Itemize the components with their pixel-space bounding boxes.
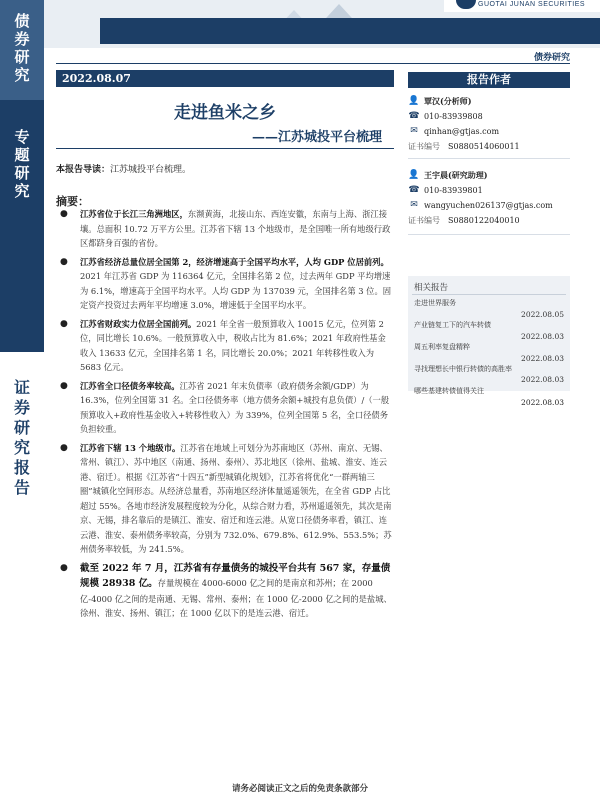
related-report-link[interactable]: 哪些基建转债值得关注 — [414, 387, 484, 395]
report-date: 2022.08.07 — [56, 70, 394, 87]
report-guide — [56, 162, 191, 175]
author-divider — [408, 158, 570, 159]
related-divider — [412, 294, 566, 295]
author-email[interactable]: qinhan@gtjas.com — [424, 127, 500, 136]
email-icon: ✉ — [410, 200, 418, 210]
related-report-date: 2022.08.03 — [521, 375, 564, 384]
list-item: ● 江苏省全口径债务率较高。江苏省 2021 年末负债率（政府债务余额/GDP）为 16.3%，位列全国第 31 名。全口径债务率（地方债务余额+城投有息负债）/（一般预算收入+政府性基金收入+转移性收入）为 339%，位列全国第 5 名，全口径债务负担较重。 — [60, 380, 390, 434]
bullet-icon: ● — [60, 318, 68, 329]
left-sidebar — [0, 0, 44, 800]
person-icon: 👤 — [408, 170, 420, 180]
top-divider — [56, 63, 570, 64]
abstract-list — [56, 207, 392, 625]
bullet-icon: ● — [60, 380, 68, 391]
bullet-icon: ● — [60, 562, 68, 573]
title-divider — [56, 148, 394, 149]
author-block — [408, 94, 570, 154]
author-divider — [408, 234, 570, 235]
section-tag: 债券研究 — [533, 53, 570, 63]
footer-disclaimer: 请务必阅读正文之后的免责条款部分 — [231, 784, 368, 794]
abstract-heading: 摘要： — [56, 195, 89, 208]
logo-text: GUOTAI JUNAN SECURITIES — [478, 1, 586, 8]
authors-heading: 报告作者 — [408, 72, 570, 88]
phone-icon: ☎ — [408, 185, 420, 195]
author-phone: 010-83939808 — [424, 112, 483, 121]
list-item: ● 截至 2022 年 7 月，江苏省有存量债务的城投平台共有 567 家，存量债规模 28938 亿。存量规模在 4000-6000 亿之间的是南京和苏州；在 2000 亿-4000 亿之间的是南通、无锡、常州、泰州；在 1000 亿-2000 亿之间的是盐城、徐州、淮安、扬州、镇江；在 1000 亿以下的是连云港、宿迁。 — [60, 562, 392, 618]
related-report-date: 2022.08.05 — [521, 310, 564, 319]
related-heading: 相关报告 — [414, 283, 449, 293]
cert-label: 证书编号 — [408, 142, 440, 151]
phone-icon: ☎ — [408, 111, 420, 121]
author-block — [408, 168, 570, 228]
author-phone: 010-83939801 — [424, 186, 483, 195]
related-report-link[interactable]: 寻找理想长中银行转债的高胜率 — [414, 365, 512, 373]
related-report-link[interactable]: 产业链复工下的汽车转债 — [414, 321, 491, 329]
related-report-link[interactable]: 周五利率复盘精粹 — [414, 343, 470, 351]
list-item: ● 江苏省财政实力位居全国前列。2021 年全省一般预算收入 10015 亿元，位列第 2 位，同比增长 10.6%。一般预算收入中，税收占比为 81.6%；2021 年政府性基金收入 13633 亿元，全国排名第 1 名，同比增长 20.0%；2021 年转移性收入为 5683 亿元。 — [60, 318, 386, 372]
cert-label: 证书编号 — [408, 216, 440, 225]
related-report-date: 2022.08.03 — [521, 332, 564, 341]
related-reports-panel — [408, 276, 570, 391]
cert-number: S0880514060011 — [448, 142, 520, 151]
bullet-icon: ● — [60, 442, 68, 453]
list-item: ● 江苏省经济总量位居全国第 2，经济增速高于全国平均水平，人均 GDP 位居前列。2021 年江苏省 GDP 为 116364 亿元，全国排名第 2 位，过去两年 GDP 平均增速为 6.1%，增速高于全国平均水平。人均 GDP 为 137039 元，全国排名第 3 位。固定资产投资过去两年平均增速 3.0%，增速低于全国平均水平。 — [60, 256, 392, 310]
email-icon: ✉ — [410, 126, 418, 136]
author-name: 王宇晨(研究助理) — [424, 170, 488, 180]
related-report-date: 2022.08.03 — [521, 398, 564, 407]
report-title: 走进鱼米之乡 — [174, 103, 276, 123]
sidebar-mid-label: 专 题 研 究 — [14, 128, 30, 200]
person-icon: 👤 — [408, 96, 420, 106]
report-subtitle: ——江苏城投平台梳理 — [251, 130, 382, 145]
author-email[interactable]: wangyuchen026137@gtjas.com — [424, 201, 553, 210]
sidebar-bottom-label: 证 券 研 究 报 告 — [13, 378, 30, 497]
sidebar-top-label: 债 券 研 究 — [14, 12, 30, 84]
related-report-link[interactable]: 走进世界服务 — [414, 299, 456, 307]
related-report-date: 2022.08.03 — [521, 354, 564, 363]
guide-label: 本报告导读： — [56, 165, 111, 175]
cert-number: S0880122040010 — [448, 216, 520, 225]
guide-text: 江苏城投平台梳理。 — [110, 165, 192, 175]
header-banner — [44, 0, 600, 48]
author-name: 覃汉(分析师) — [424, 96, 472, 106]
list-item: ● 江苏省下辖 13 个地级市。江苏省在地域上可划分为苏南地区（苏州、南京、无锡、常州、镇江）、苏中地区（南通、扬州、泰州）、苏北地区（徐州、盐城、淮安、连云港、宿迁）。根据《江苏省“十四五”新型城镇化规划》，江苏省将优化“一群两轴三圈”城镇化空间形态。从经济总量看，苏南地区经济体量遥遥领先，在全省 GDP 占比超过 55%。各地市经济发展程度较为分化，从综合财力看，苏州遥遥领先，其次是南京、无锡，排名靠后的是镇江、淮安、宿迁和连云港。从宽口径债务率看，镇江、连云港、淮安、泰州债务率较高，分别为 732.0%、679.8%、612.9%、553.5%；苏州债务率较低，为 241.5%。 — [60, 442, 392, 554]
list-item: ● 江苏省位于长江三角洲地区，东濒黄海，北接山东、西连安徽，东南与上海、浙江接壤。总面积 10.72 万平方公里。江苏省下辖 13 个地级市，是全国唯一所有地级行政区都跻身百强的省份。 — [60, 209, 391, 248]
bullet-icon: ● — [60, 256, 68, 267]
header-dark-strip — [100, 18, 600, 44]
bullet-icon: ● — [60, 209, 68, 219]
